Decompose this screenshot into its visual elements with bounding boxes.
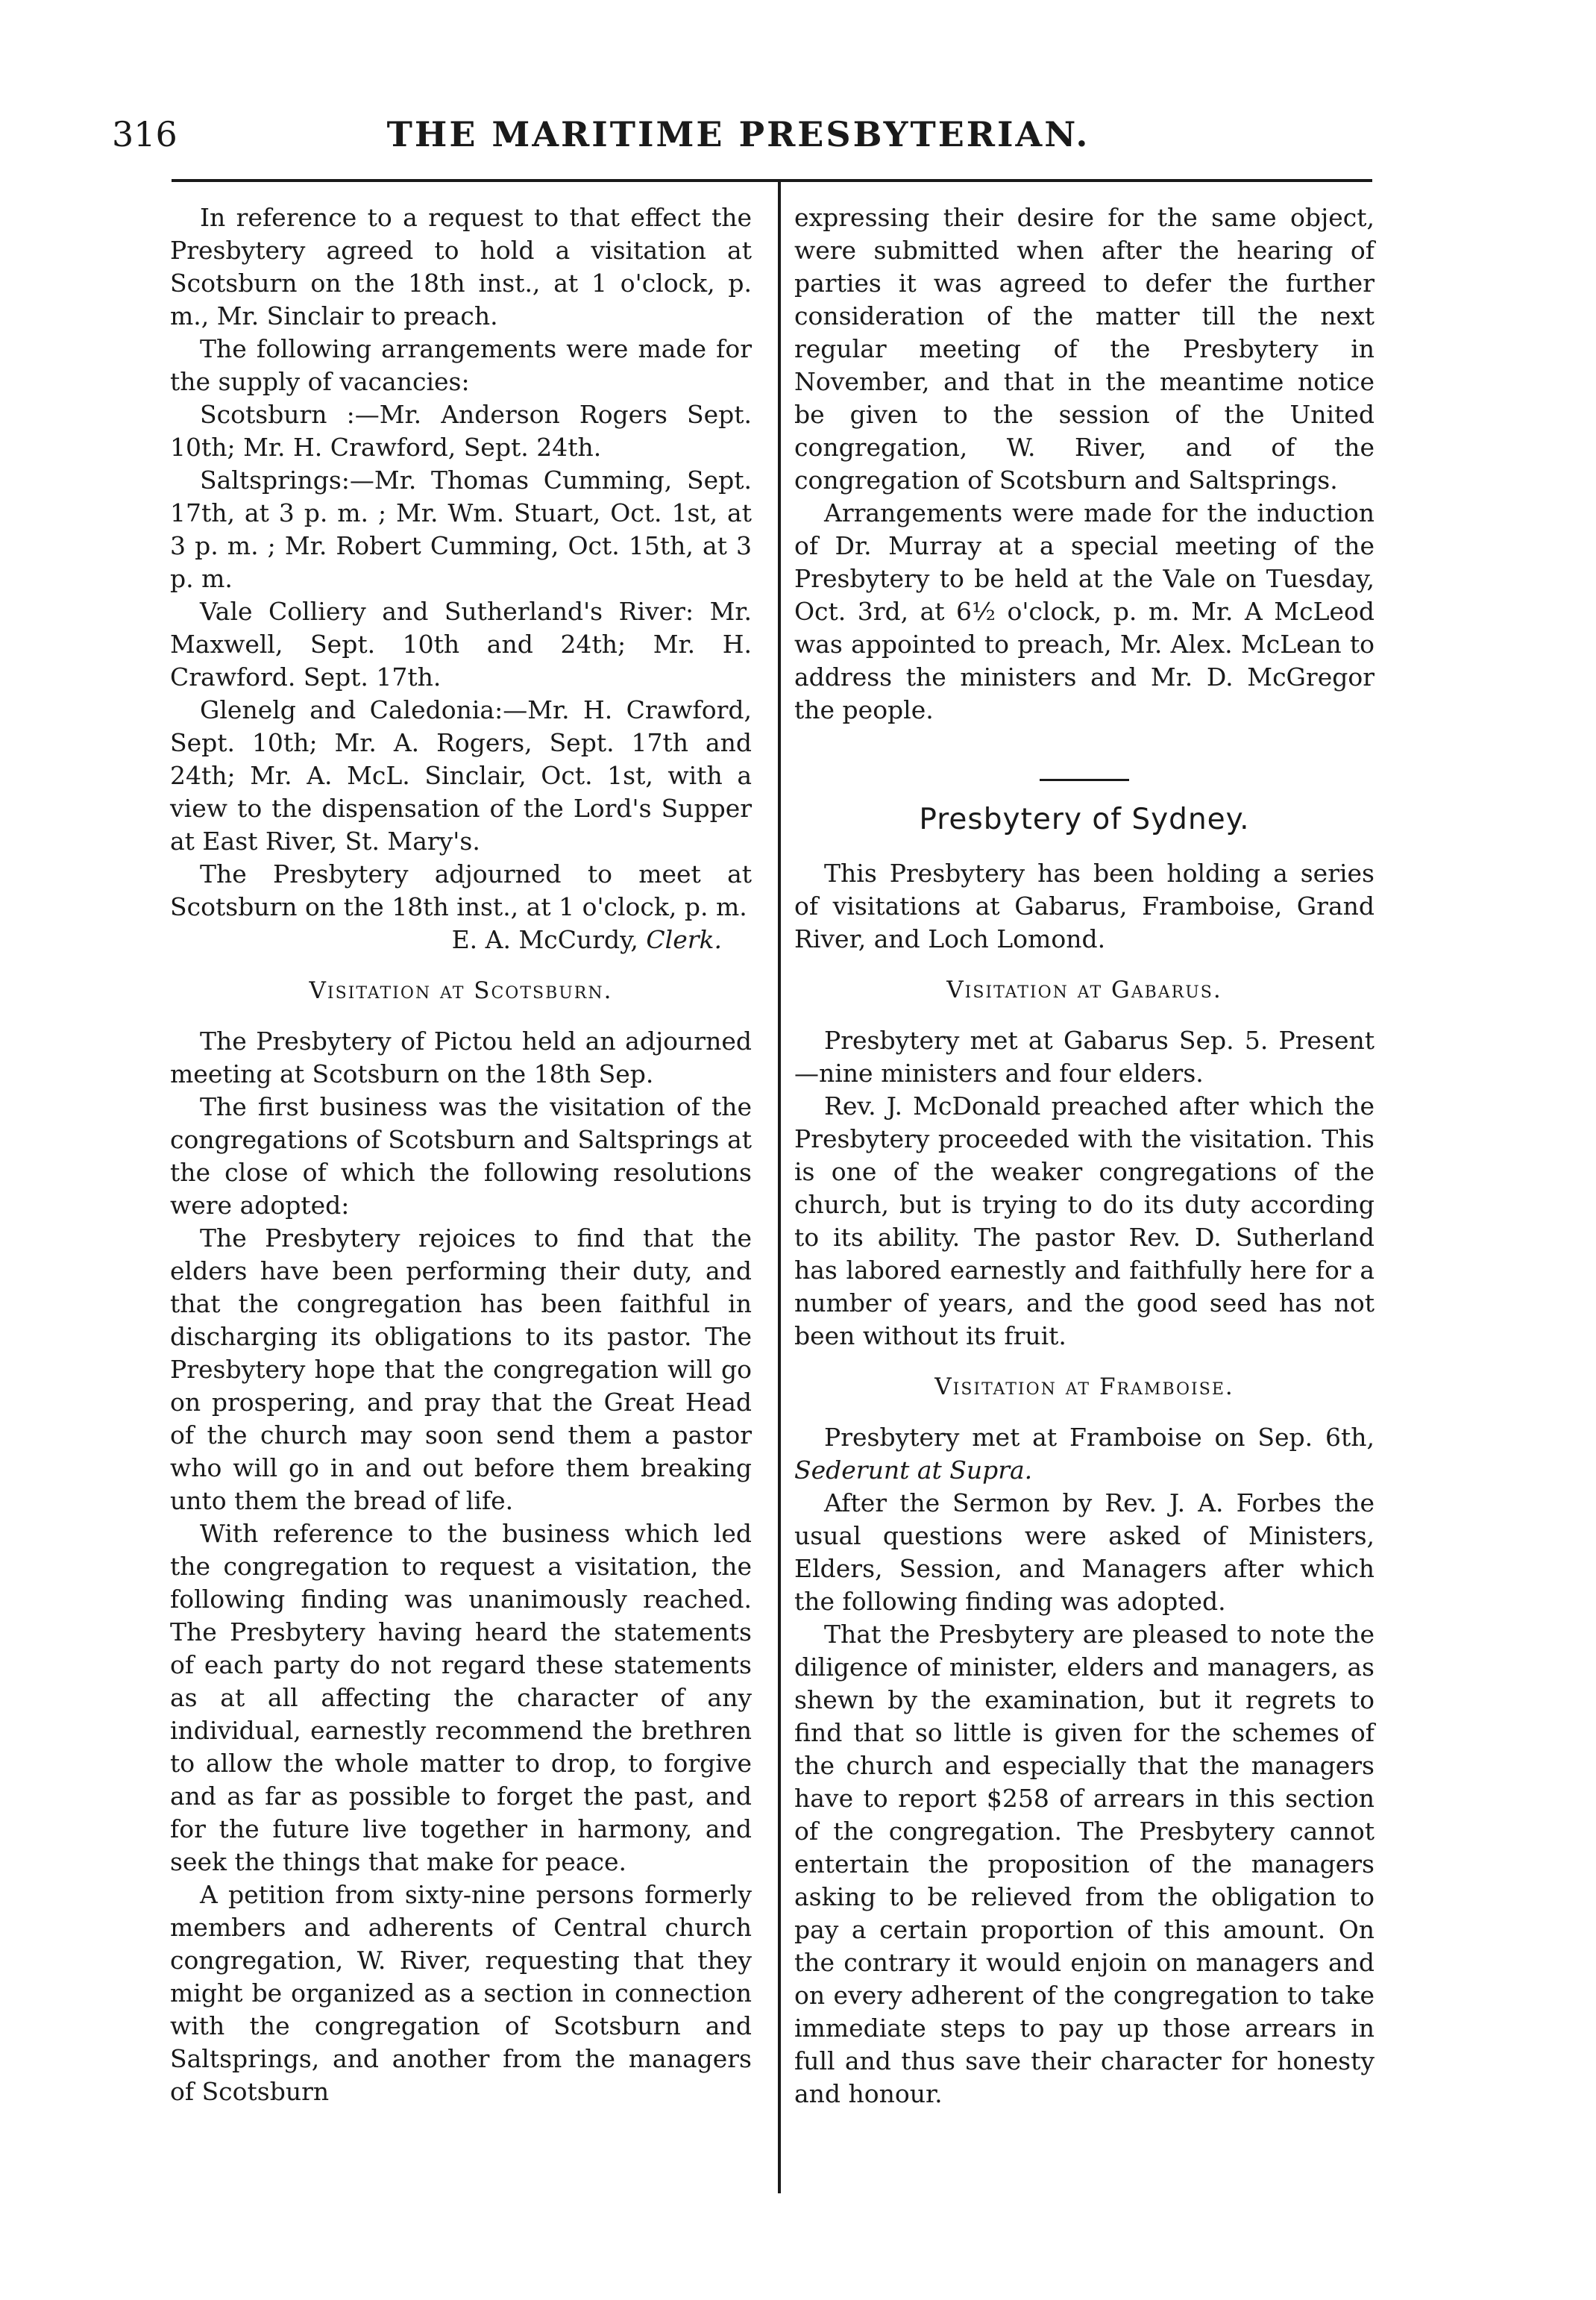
- paragraph: Scotsburn :—Mr. Anderson Rogers Sept. 10th; Mr. H. Crawford, Sept. 24th.: [170, 400, 752, 462]
- clerk-signature: [170, 924, 752, 956]
- paragraph: The Presbytery adjourned to meet at Scotsburn on the 18th inst., at 1 o'clock, p. m.: [170, 859, 752, 921]
- column-rule: [778, 179, 781, 2193]
- paragraph: The first business was the visitation of the congregations of Scotsburn and Saltsprings at the close of which the following resolutions were adopted:: [170, 1092, 752, 1220]
- page-header: [112, 112, 1365, 179]
- paragraph: Presbytery met at Gabarus Sep. 5. Present—nine ministers and four elders.: [794, 1026, 1374, 1088]
- paragraph-text: Presbytery met at Framboise on Sep. 6th,: [824, 1423, 1374, 1452]
- signature-role: Clerk.: [646, 925, 722, 954]
- paragraph: After the Sermon by Rev. J. A. Forbes the usual questions were asked of Ministers, Elders, Session, and Managers after which the following finding was adopted.: [794, 1488, 1374, 1616]
- signature-name: E. A. McCurdy,: [451, 925, 638, 954]
- paragraph: Saltsprings:—Mr. Thomas Cumming, Sept. 17th, at 3 p. m. ; Mr. Wm. Stuart, Oct. 1st, at 3 p. m. ; Mr. Robert Cumming, Oct. 15th, at 3 p. m.: [170, 466, 752, 593]
- section-title-sydney: Presbytery of Sydney.: [919, 803, 1250, 836]
- paragraph: This Presbytery has been holding a series of visitations at Gabarus, Framboise, Grand River, and Loch Lomond.: [794, 859, 1374, 953]
- subhead-scotsburn: Visitation at Scotsburn.: [309, 977, 613, 1004]
- paragraph: With reference to the business which led the congregation to request a visitation, the following finding was unanimously reached. The Presbytery having heard the statements of each party do not regard these statements as at all affecting the character of any individual, earnestly recommend the brethren to allow the whole matter to drop, to forgive and as far as possible to forget the past, and for the future live together in harmony, and seek the things that make for peace.: [170, 1519, 752, 1876]
- paragraph: In reference to a request to that effect the Presbytery agreed to hold a visitation at Scotsburn on the 18th inst., at 1 o'clock, p. m., Mr. Sinclair to preach.: [170, 203, 752, 330]
- paragraph: expressing their desire for the same object, were submitted when after the hearing of parties it was agreed to defer the further consideration of the matter till the next regular meeting of the Presbytery in November, and that in the meantime notice be given to the session of the United congregation, W. River, and of the congregation of Scotsburn and Saltsprings.: [794, 203, 1374, 495]
- page-number: 316: [112, 114, 177, 154]
- section-divider: [1040, 779, 1129, 781]
- left-column: [170, 201, 752, 2108]
- paragraph: Vale Colliery and Sutherland's River: Mr. Maxwell, Sept. 10th and 24th; Mr. H. Crawford. Sept. 17th.: [170, 597, 752, 692]
- paragraph: Glenelg and Caledonia:—Mr. H. Crawford, Sept. 10th; Mr. A. Rogers, Sept. 17th and 24th; Mr. A. McL. Sinclair, Oct. 1st, with a view to the dispensation of the Lord's Supper at East River, St. Mary's.: [170, 695, 752, 856]
- paragraph: Rev. J. McDonald preached after which the Presbytery proceeded with the visitation. This is one of the weaker congregations of the church, but is trying to do its duty according to its ability. The pastor Rev. D. Sutherland has labored earnestly and faithfully here for a number of years, and the good seed has not been without its fruit.: [794, 1091, 1374, 1350]
- paragraph: The Presbytery rejoices to find that the elders have been performing their duty, and that the congregation has been faithful in discharging its obligations to its pastor. The Presbytery hope that the congregation will go on prospering, and pray that the Great Head of the church may soon send them a pastor who will go in and out before them breaking unto them the bread of life.: [170, 1223, 752, 1515]
- right-column: [794, 201, 1374, 2111]
- paragraph: [794, 1421, 1374, 1487]
- subhead-framboise: Visitation at Framboise.: [934, 1373, 1234, 1400]
- page-title: THE MARITIME PRESBYTERIAN.: [386, 114, 1090, 154]
- header-rule: [172, 179, 1372, 182]
- sederunt-text: Sederunt at Supra.: [794, 1455, 1033, 1485]
- paragraph: The following arrangements were made for the supply of vacancies:: [170, 334, 752, 396]
- paragraph: Arrangements were made for the induction of Dr. Murray at a special meeting of the Presbytery to be held at the Vale on Tuesday, Oct. 3rd, at 6½ o'clock, p. m. Mr. A McLeod was appointed to preach, Mr. Alex. McLean to address the ministers and Mr. D. McGregor the people.: [794, 498, 1374, 724]
- subhead-gabarus: Visitation at Gabarus.: [946, 977, 1222, 1003]
- paragraph: A petition from sixty-nine persons formerly members and adherents of Central church congregation, W. River, requesting that they might be organized as a section in connection with the congregation of Scotsburn and Saltsprings, and another from the managers of Scotsburn: [170, 1880, 752, 2106]
- paragraph: That the Presbytery are pleased to note the diligence of minister, elders and managers, as shewn by the examination, but it regrets to find that so little is given for the schemes of the church and especially that the managers have to report $258 of arrears in this section of the congregation. The Presbytery cannot entertain the proposition of the managers asking to be relieved from the obligation to pay a certain proportion of this amount. On the contrary it would enjoin on managers and on every adherent of the congregation to take immediate steps to pay up those arrears in full and thus save their character for honesty and honour.: [794, 1620, 1374, 2108]
- paragraph: The Presbytery of Pictou held an adjourned meeting at Scotsburn on the 18th Sep.: [170, 1027, 752, 1088]
